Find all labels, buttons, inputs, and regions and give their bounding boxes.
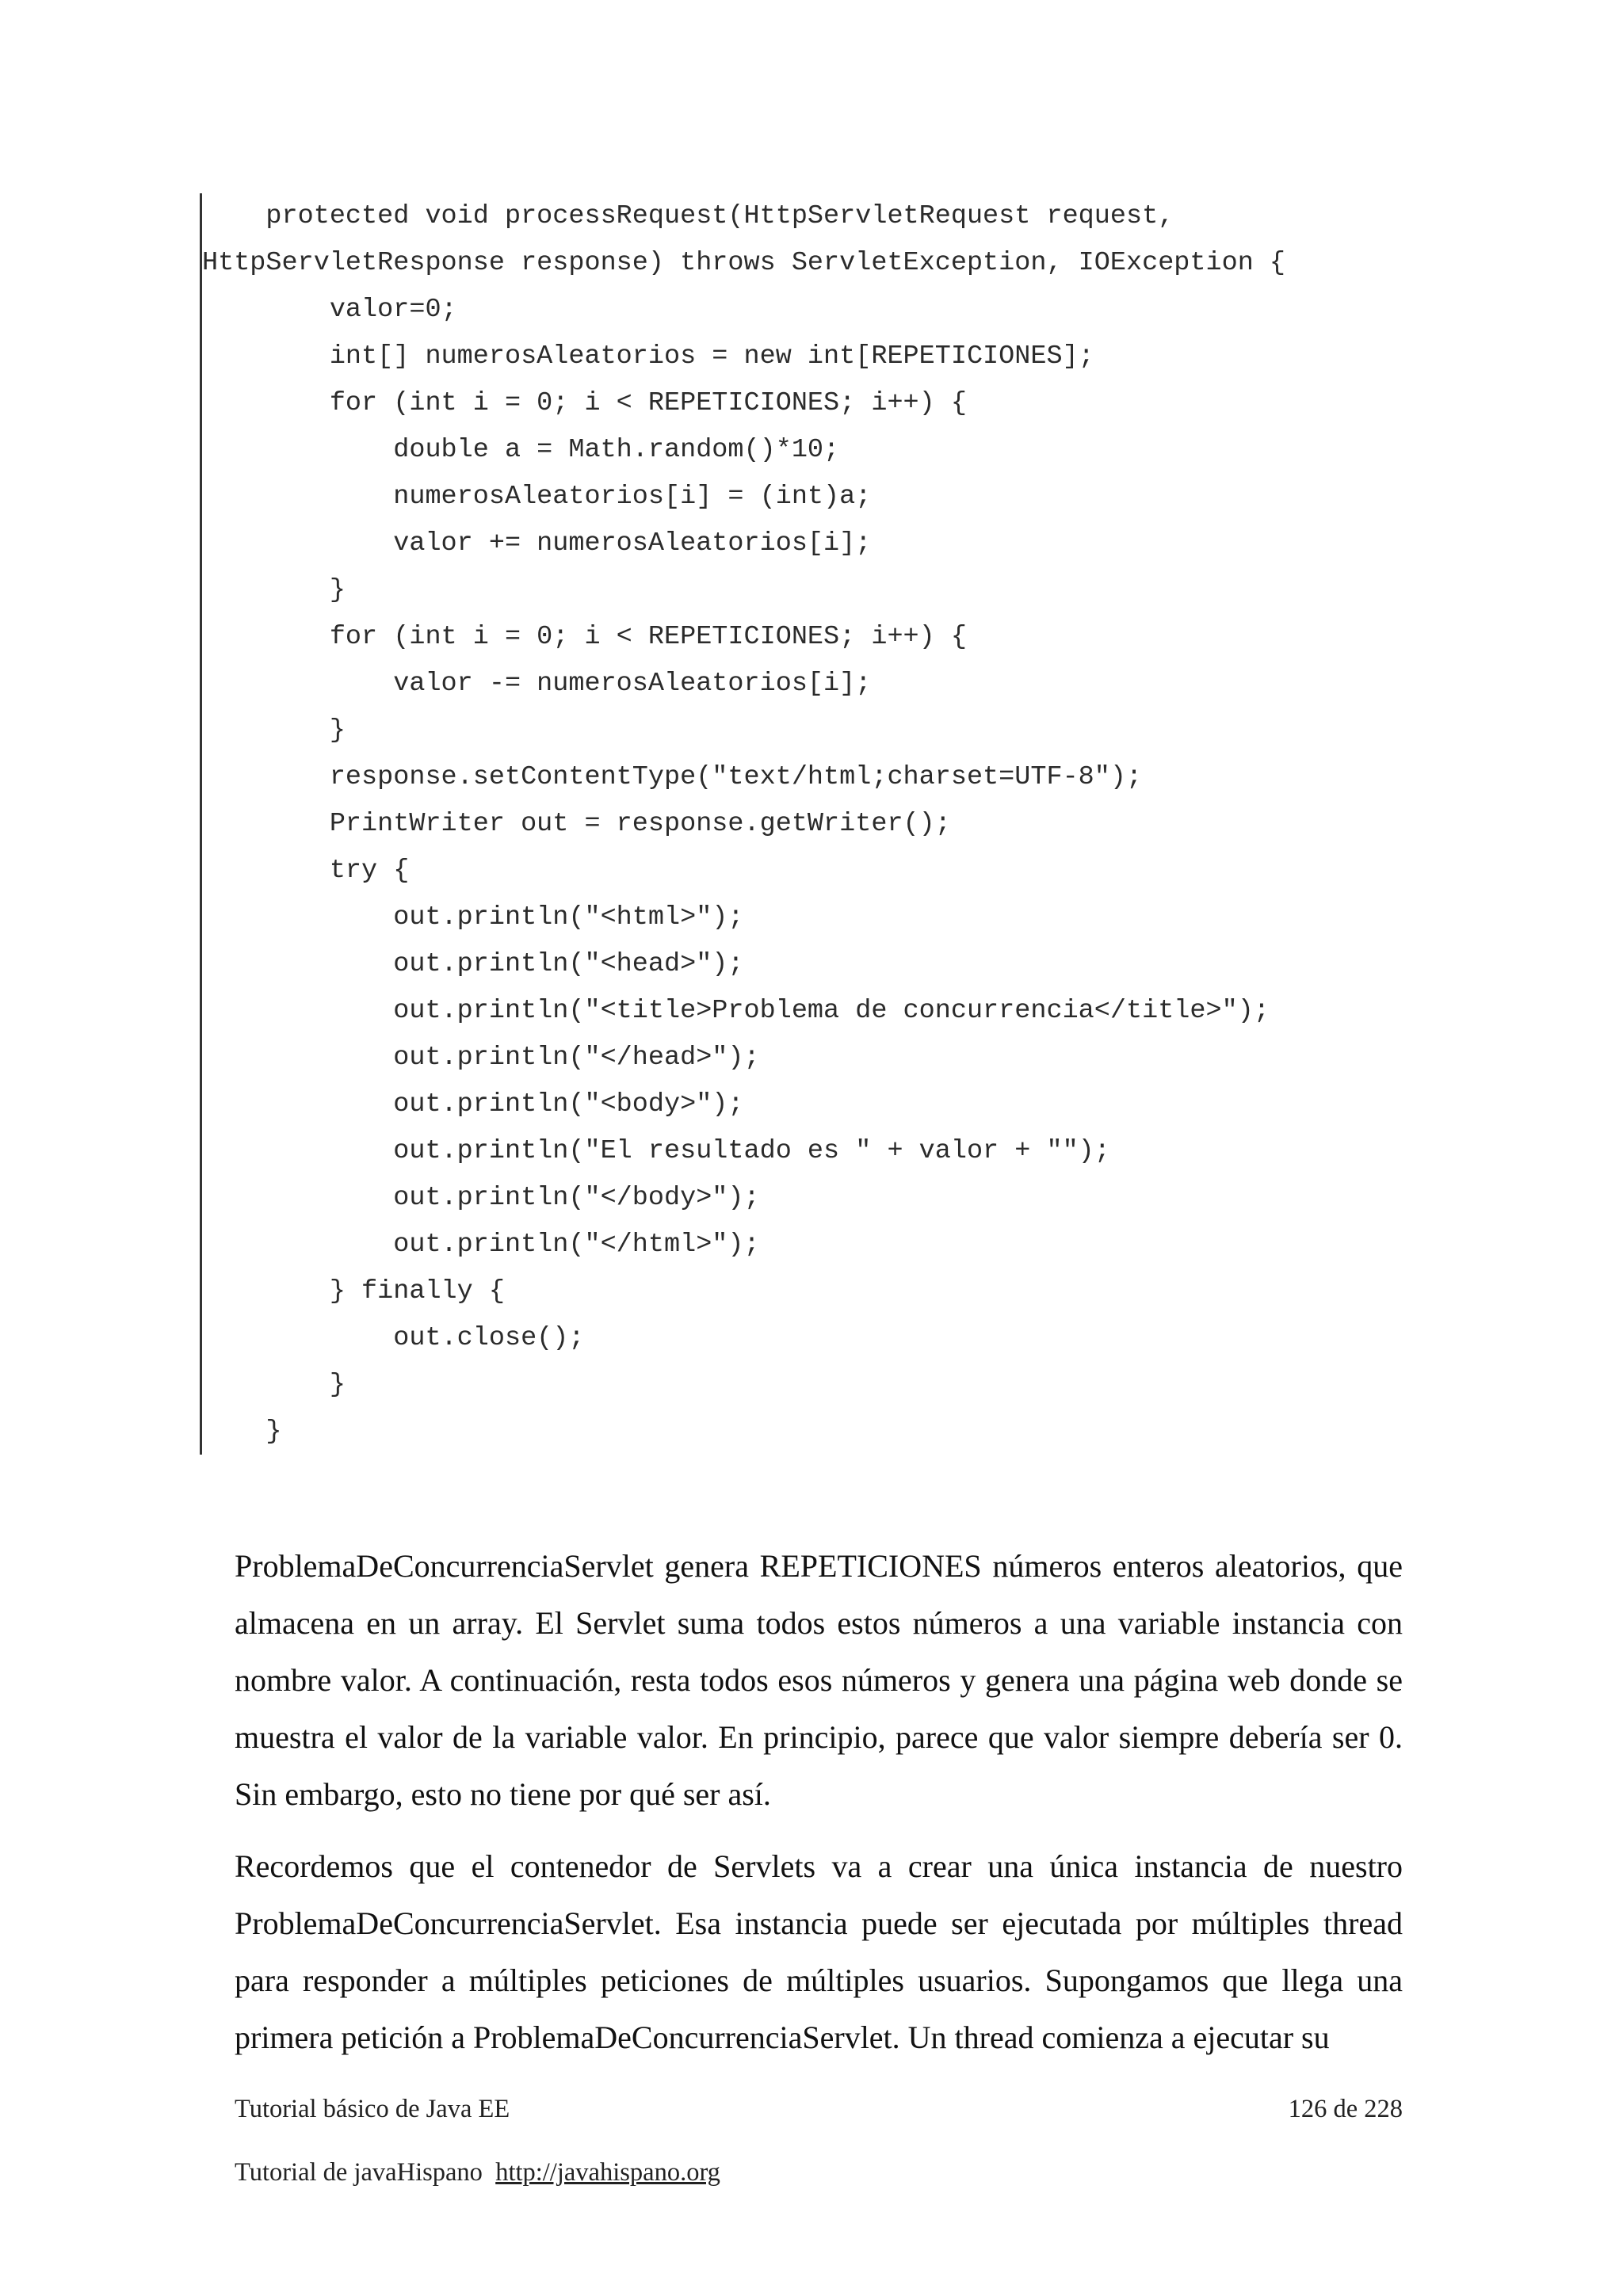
code-line: numerosAleatorios[i] = (int)a;: [202, 482, 872, 512]
code-line: } finally {: [202, 1276, 505, 1306]
code-line: out.close();: [202, 1323, 585, 1353]
code-line: response.setContentType("text/html;charset=UTF-8");: [202, 762, 1143, 792]
code-line: HttpServletResponse response) throws ServletException, IOException {: [202, 248, 1286, 278]
footer-title: Tutorial básico de Java EE: [235, 2095, 510, 2123]
body-paragraph: ProblemaDeConcurrenciaServlet genera REPETICIONES números enteros aleatorios, que almacena en un array. El Servlet suma todos estos números a una variable instancia con nombre valor. A continuación, resta todos esos números y genera una página web donde se muestra el valor de la variable valor. En principio, parece que valor siempre debería ser 0. Sin embargo, esto no tiene por qué ser así.: [235, 1548, 1403, 1812]
page-number: 126 de 228: [1288, 2095, 1403, 2123]
code-line: valor -= numerosAleatorios[i];: [202, 669, 872, 699]
code-line: double a = Math.random()*10;: [202, 435, 840, 465]
code-line: out.println("El resultado es " + valor + "");: [202, 1136, 1110, 1166]
code-line: }: [202, 575, 346, 605]
code-line: }: [202, 715, 346, 746]
code-line: for (int i = 0; i < REPETICIONES; i++) {: [202, 388, 967, 418]
code-line: out.println("</html>");: [202, 1230, 760, 1260]
body-paragraph: Recordemos que el contenedor de Servlets va a crear una única instancia de nuestro ProblemaDeConcurrenciaServlet. Esa instancia puede ser ejecutada por múltiples thread para responder a múltiples peticiones de múltiples usuarios. Supongamos que llega una primera petición a ProblemaDeConcurrenciaServlet. Un thread comienza a ejecutar su: [235, 1848, 1403, 2055]
code-line: try {: [202, 856, 410, 886]
code-line: out.println("</body>");: [202, 1183, 760, 1213]
code-line: protected void processRequest(HttpServletRequest request,: [202, 201, 1174, 231]
code-line: valor += numerosAleatorios[i];: [202, 528, 872, 559]
code-line: out.println("<body>");: [202, 1089, 744, 1119]
code-line: out.println("<title>Problema de concurrencia</title>");: [202, 996, 1270, 1026]
code-line: out.println("<html>");: [202, 902, 744, 933]
footer-credit: [235, 2157, 720, 2188]
code-line: int[] numerosAleatorios = new int[REPETICIONES];: [202, 341, 1094, 372]
code-line: for (int i = 0; i < REPETICIONES; i++) {: [202, 622, 967, 652]
code-block: [200, 193, 1407, 1455]
code-line: }: [202, 1417, 282, 1447]
footer-url-link[interactable]: http://javahispano.org: [495, 2158, 720, 2187]
code-line: PrintWriter out = response.getWriter();: [202, 809, 951, 839]
code-line: }: [202, 1370, 346, 1400]
code-line: valor=0;: [202, 295, 457, 325]
footer-credit-label: Tutorial de javaHispano: [235, 2158, 483, 2187]
code-line: out.println("<head>");: [202, 949, 744, 979]
code-line: out.println("</head>");: [202, 1043, 760, 1073]
